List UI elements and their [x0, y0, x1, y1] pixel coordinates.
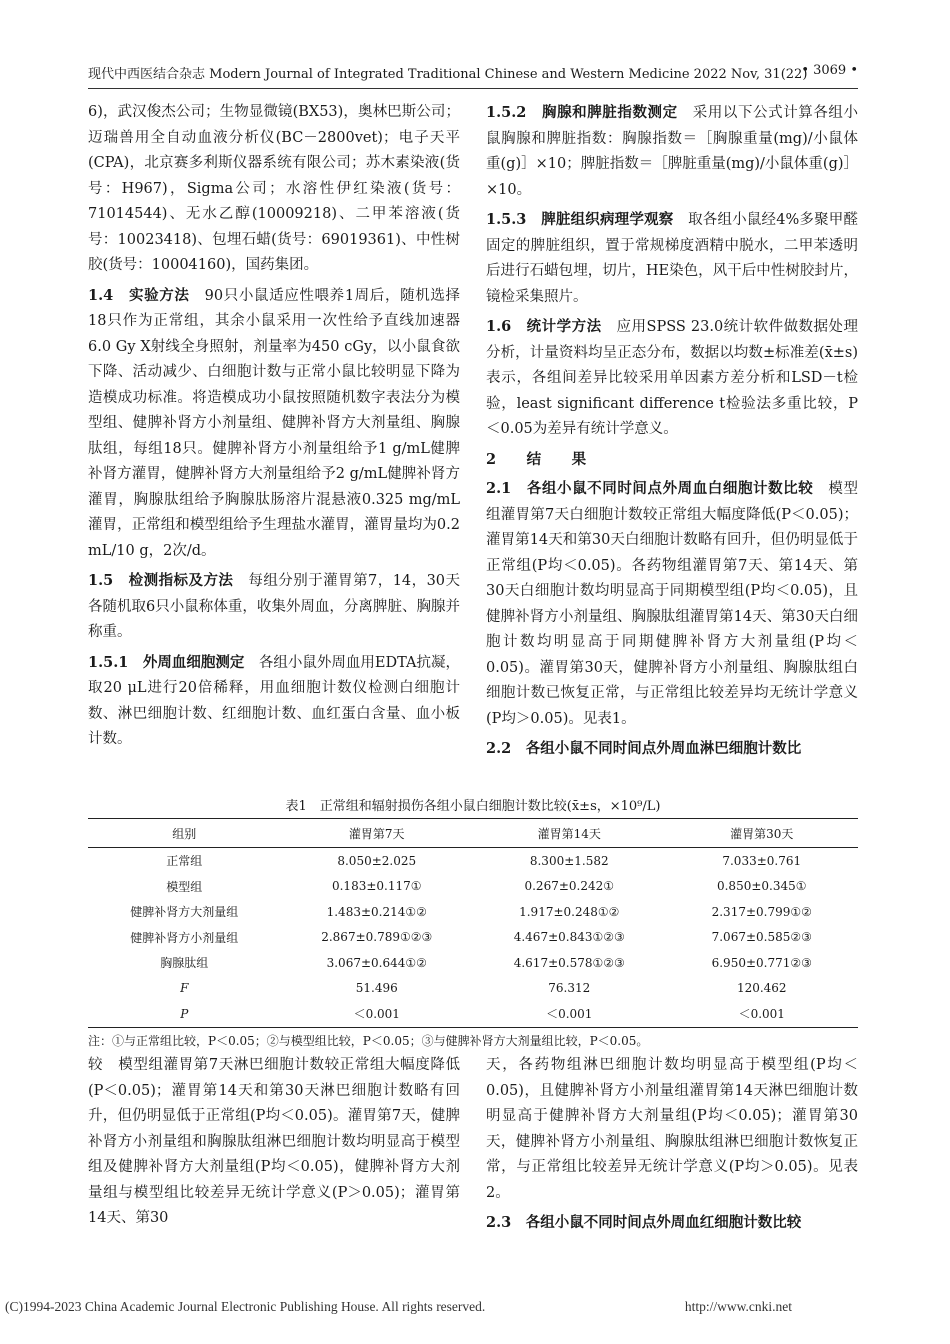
paragraph	[486, 1210, 858, 1237]
table-cell: ＜0.001	[473, 1001, 666, 1027]
table-cell: 健脾补肾方大剂量组	[130, 905, 239, 920]
table-row	[88, 925, 858, 951]
table-cell: 76.312	[548, 981, 591, 996]
table-cell: 0.183±0.117①	[331, 879, 422, 894]
table-cell: 120.462	[736, 981, 787, 996]
subsection-heading: 1.5.2 胸腺和脾脏指数测定	[486, 104, 678, 121]
table-cell: 8.050±2.025	[337, 853, 417, 868]
column-header: 灌胃第7天	[281, 819, 474, 848]
paragraph: 1.5.2 胸腺和脾脏指数测定 采用以下公式计算各组小鼠胸腺和脾脏指数：胸腺指数＝［胸腺重量(mg)/小鼠体重(g)］×10；脾脏指数＝［脾脏重量(mg)/小鼠体重(g)］×10。	[486, 104, 859, 198]
table-cell: 正常组	[166, 854, 203, 869]
table-cell: 0.850±0.345①	[716, 879, 807, 894]
table-row	[88, 976, 858, 1002]
table-cell: 1.917±0.248①②	[519, 904, 620, 919]
table-row	[88, 874, 858, 900]
paragraph: 2.1 各组小鼠不同时间点外周血白细胞计数比较 模型组灌胃第7天白细胞计数较正常组大幅度降低(P＜0.05)；灌胃第14天和第30天白细胞计数略有回升，但仍明显低于正常组(P均＜0.05)。各药物组灌胃第7天、第14天、第30天白细胞计数均明显高于同期模型组(P均＜0.05)，且健脾补肾方小剂量组、胸腺肽组灌胃第14天、第30天白细胞计数均明显高于同期健脾补肾方大剂量组(P均＜0.05)。灌胃第30天，健脾补肾方小剂量组、胸腺肽组白细胞计数已恢复正常，与正常组比较差异均无统计学意义(P均＞0.05)。见表1。	[486, 480, 858, 727]
table-cell: P	[88, 1001, 281, 1027]
table-row	[88, 1001, 858, 1027]
subsection-heading: 2.3 各组小鼠不同时间点外周血红细胞计数比较	[486, 1214, 802, 1231]
column-header: 灌胃第30天	[666, 819, 859, 848]
right-column-top	[486, 100, 858, 767]
paragraph: 6)，武汉俊杰公司；生物显微镜(BX53)，奥林巴斯公司；迈瑞兽用全自动血液分析仪(BC－2800vet)；电子天平(CPA)，北京赛多利斯仪器系统有限公司；苏木素染液(货号：H967)，Sigma公司；水溶性伊红染液(货号：71014544)、无水乙醇(10009218)、二甲苯溶液(货号：10023418)、包埋石蜡(货号：69019361)、中性树胶(货号：10004160)，国药集团。	[88, 104, 460, 273]
subsection-heading: 1.6 统计学方法	[486, 318, 602, 335]
table-cell: ＜0.001	[281, 1001, 474, 1027]
table-row	[88, 848, 858, 874]
table-cell: 7.033±0.761	[722, 853, 802, 868]
copyright-footer	[0, 1296, 950, 1320]
paragraph: 较 模型组灌胃第7天淋巴细胞计数较正常组大幅度降低(P＜0.05)；灌胃第14天和第30天淋巴细胞计数略有回升，但仍明显低于正常组(P均＜0.05)。灌胃第7天，健脾补肾方小剂量组和胸腺肽组淋巴细胞计数均明显高于模型组及健脾补肾方大剂量组(P均＜0.05)，健脾补肾方大剂量组与模型组比较差异无统计学意义(P＞0.05)；灌胃第14天、第30	[88, 1057, 460, 1226]
subsection-heading: 1.5.1 外周血细胞测定	[88, 653, 245, 671]
table-row	[88, 899, 858, 925]
subsection-heading: 1.4 实验方法	[88, 286, 190, 304]
column-header: 灌胃第14天	[473, 819, 666, 848]
table-cell: 4.617±0.578①②③	[513, 955, 625, 970]
right-column-bottom	[486, 1053, 858, 1241]
subsection-heading: 2.2 各组小鼠不同时间点外周血淋巴细胞计数比	[486, 740, 802, 757]
table-cell: 模型组	[166, 879, 203, 894]
table-caption: 表1 正常组和辐射损伤各组小鼠白细胞计数比较(x̄±s，×10⁹/L)	[285, 799, 661, 814]
table-row	[88, 950, 858, 976]
page-number: • 3069 •	[801, 63, 858, 78]
table-cell: 2.867±0.789①②③	[321, 930, 433, 945]
paragraph: 1.5.3 脾脏组织病理学观察 取各组小鼠经4%多聚甲醛固定的脾脏组织，置于常规梯度酒精中脱水，二甲苯透明后进行石蜡包埋，切片，HE染色，风干后中性树胶封片，镜检采集照片。	[486, 211, 858, 305]
subsection-heading: 1.5.3 脾脏组织病理学观察	[486, 211, 674, 228]
table-cell: 8.300±1.582	[529, 853, 609, 868]
table-cell: 3.067±0.644①②	[326, 955, 427, 970]
table-cell: 7.067±0.585②③	[711, 930, 812, 945]
table-cell: 0.267±0.242①	[524, 879, 615, 894]
subsection-heading: 2.1 各组小鼠不同时间点外周血白细胞计数比较	[486, 480, 814, 497]
section-heading: 2 结 果	[486, 450, 595, 468]
running-header	[88, 60, 858, 84]
table-note: 注：①与正常组比较，P＜0.05；②与模型组比较，P＜0.05；③与健脾补肾方大剂量组比较，P＜0.05。	[88, 1034, 649, 1048]
table-cell: 健脾补肾方小剂量组	[130, 930, 239, 945]
paragraph: 1.5 检测指标及方法 每组分别于灌胃第7，14，30天各随机取6只小鼠称体重，收集外周血，分离脾脏、胸腺并称重。	[88, 572, 460, 640]
subsection-heading: 1.5 检测指标及方法	[88, 572, 234, 589]
data-table	[88, 818, 858, 1028]
table-header-row	[88, 819, 858, 848]
left-column-bottom	[88, 1053, 460, 1236]
paragraph	[486, 736, 858, 763]
table-cell: 2.317±0.799①②	[711, 904, 812, 919]
table-cell: 4.467±0.843①②③	[513, 930, 625, 945]
header-rule	[88, 88, 858, 89]
column-header: 组别	[88, 819, 281, 848]
table-cell: 6.950±0.771②③	[711, 955, 812, 970]
left-column-top	[88, 100, 460, 757]
journal-title: 现代中西医结合杂志 Modern Journal of Integrated Traditional Chinese and Western Medicine 2022 Nov, 31(22)	[88, 67, 808, 82]
copyright-text: (C)1994-2023 China Academic Journal Electronic Publishing House. All rights reserved.	[5, 1299, 486, 1314]
website-link[interactable]: http://www.cnki.net	[684, 1299, 792, 1314]
paragraph: 1.5.1 外周血细胞测定 各组小鼠外周血用EDTA抗凝，取20 μL进行20倍稀释，用血细胞计数仪检测白细胞计数、淋巴细胞计数、红细胞计数、血红蛋白含量、血小板计数。	[88, 653, 460, 747]
paragraph: 天，各药物组淋巴细胞计数均明显高于模型组(P均＜0.05)，且健脾补肾方小剂量组灌胃第14天淋巴细胞计数明显高于健脾补肾方大剂量组(P均＜0.05)；灌胃第30天，健脾补肾方小剂量组、胸腺肽组淋巴细胞计数恢复正常，与正常组比较差异无统计学意义(P均＞0.05)。见表2。	[486, 1057, 858, 1201]
table-cell: 胸腺肽组	[160, 956, 209, 971]
table-cell: ＜0.001	[666, 1001, 859, 1027]
table-cell: F	[180, 981, 189, 996]
table-cell: 1.483±0.214①②	[326, 904, 427, 919]
paragraph: 1.4 实验方法 90只小鼠适应性喂养1周后，随机选择18只作为正常组，其余小鼠采用一次性给予直线加速器6.0 Gy X射线全身照射，剂量率为450 cGy，以小鼠食欲下降、活动减少、白细胞计数与正常小鼠比较明显下降为造模成功标准。将造模成功小鼠按照随机数字表法分为模型组、健脾补肾方小剂量组、健脾补肾方大剂量组、胸腺肽组，每组18只。健脾补肾方小剂量组给予1 g/mL健脾补肾方灌胃，健脾补肾方大剂量组给予2 g/mL健脾补肾方灌胃，胸腺肽组给予胸腺肽肠溶片混悬液0.325 mg/mL灌胃，正常组和模型组给予生理盐水灌胃，灌胃量均为0.2 mL/10 g，2次/d。	[88, 286, 460, 559]
paragraph: 1.6 统计学方法 应用SPSS 23.0统计软件做数据处理分析，计量资料均呈正态分布，数据以均数±标准差(x̄±s)表示，各组间差异比较采用单因素方差分析和LSD－t检验，least significant difference t检验法多重比较，P＜0.05为差异有统计学意义。	[486, 318, 858, 437]
table-cell: 51.496	[355, 981, 398, 996]
